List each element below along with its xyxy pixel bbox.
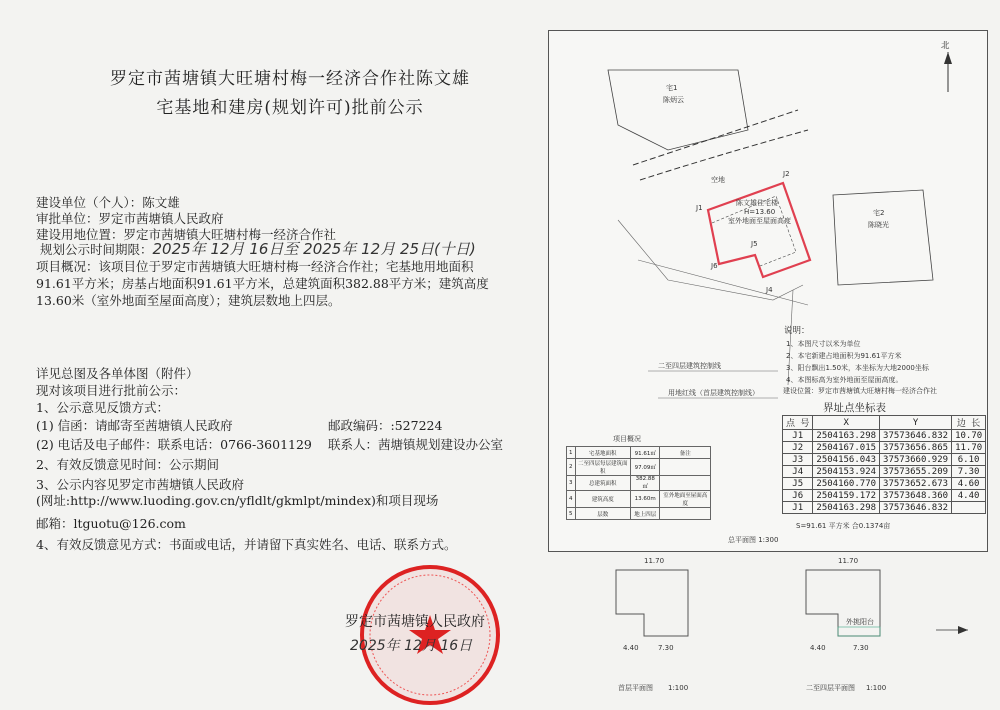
site-drawing xyxy=(548,30,988,707)
building-height: H=13.60 xyxy=(744,208,776,216)
north-label: 北 xyxy=(941,41,950,51)
proj-cell: 2 xyxy=(567,459,576,476)
coord-cell: 2504167.015 xyxy=(813,442,880,454)
contact: 联系人：茜塘镇规划建设办公室 xyxy=(328,437,504,452)
proj-row xyxy=(567,476,711,491)
svg-text:J5: J5 xyxy=(751,240,758,248)
feedback-intro: 现对该项目进行批前公示： xyxy=(36,383,187,398)
item1a: (1) 信函：请邮寄至茜塘镇人民政府 xyxy=(36,418,233,433)
proj-row xyxy=(567,491,711,508)
proj-cell: 97.09㎡ xyxy=(631,459,660,476)
coord-cell: 37573652.673 xyxy=(880,478,952,490)
north-arrow-icon xyxy=(944,52,952,92)
coord-cell: 6.10 xyxy=(952,454,986,466)
coord-header: 点 号 xyxy=(783,416,813,430)
proj-cell: 382.88㎡ xyxy=(631,476,660,491)
coord-header: Y xyxy=(880,416,952,430)
coord-cell: 2504159.172 xyxy=(813,490,880,502)
coord-row xyxy=(783,502,986,514)
item4: 4、有效反馈意见方式：书面或电话，并请留下真实姓名、电话、联系方式。 xyxy=(36,537,457,552)
proj-cell: 建筑高度 xyxy=(575,491,631,508)
proj-cell: 总建筑面积 xyxy=(575,476,631,491)
svg-text:J1: J1 xyxy=(696,204,703,212)
coord-header-row xyxy=(783,416,986,430)
coord-row xyxy=(783,478,986,490)
coord-cell: 11.70 xyxy=(952,442,986,454)
proj-cell: 宅基地面积 xyxy=(575,447,631,459)
proj-cell: 二至四层每层建筑面积 xyxy=(575,459,631,476)
site-plan-label: 总平面图 1:300 xyxy=(728,536,779,544)
coord-row xyxy=(783,442,986,454)
proj-cell xyxy=(660,459,711,476)
coord-cell: J3 xyxy=(783,454,813,466)
north-arrow-small-icon xyxy=(936,626,968,634)
proj-cell: 备注 xyxy=(660,447,711,459)
note-2: 2、本宅新建占地面积为91.61平方米 xyxy=(786,352,902,360)
note-4: 4、本图标高为室外地面至屋面高度。 xyxy=(786,376,903,384)
coord-title: 界址点坐标表 xyxy=(823,402,886,414)
item1: 1、公示意见反馈方式： xyxy=(36,400,169,415)
coord-header: 边 长 xyxy=(952,416,986,430)
coord-cell: 2504160.770 xyxy=(813,478,880,490)
upper-floor-plan xyxy=(806,557,880,652)
signature-date: 2025年 12月 16日 xyxy=(350,638,473,654)
ground-floor-plan xyxy=(616,557,688,652)
building-outline xyxy=(708,183,810,277)
coord-header: X xyxy=(813,416,880,430)
proj-cell xyxy=(660,508,711,520)
plan1-label: 首层平面图 xyxy=(618,684,653,692)
proj-row xyxy=(567,459,711,476)
email[interactable]: 邮箱：ltguotu@126.com xyxy=(36,516,186,531)
coord-cell: 2504163.298 xyxy=(813,502,880,514)
svg-text:7.30: 7.30 xyxy=(658,644,674,652)
detail-note: 详见总图及各单体图（附件） xyxy=(36,366,199,381)
road-label: 空地 xyxy=(711,176,725,184)
coord-cell: J5 xyxy=(783,478,813,490)
svg-text:J6: J6 xyxy=(711,262,718,270)
site-location: 建设用地位置：罗定市茜塘镇大旺塘村梅一经济合作社 xyxy=(36,227,337,242)
period xyxy=(40,241,476,258)
overview-line1: 项目概况：该项目位于罗定市茜塘镇大旺塘村梅一经济合作社；宅基地用地面积 xyxy=(36,259,474,274)
proj-cell: 3 xyxy=(567,476,576,491)
svg-text:7.30: 7.30 xyxy=(853,644,869,652)
svg-text:J2: J2 xyxy=(783,170,790,178)
coord-row xyxy=(783,430,986,442)
neighbor1-label: 宅1 xyxy=(666,84,678,92)
project-table xyxy=(566,446,711,520)
coord-cell: 37573656.865 xyxy=(880,442,952,454)
coord-cell xyxy=(952,502,986,514)
proj-cell: 1 xyxy=(567,447,576,459)
approver: 审批单位：罗定市茜塘镇人民政府 xyxy=(36,211,224,226)
item1b: (2) 电话及电子邮件：联系电话：0766-3601129 xyxy=(36,437,312,452)
proj-title: 项目概况 xyxy=(613,435,641,443)
proj-row xyxy=(567,508,711,520)
line-label-1: 二至四层建筑控制线 xyxy=(658,362,721,370)
neighbor2-label: 宅2 xyxy=(873,209,885,217)
coord-cell: 4.60 xyxy=(952,478,986,490)
coord-cell: 37573660.929 xyxy=(880,454,952,466)
coord-cell: J6 xyxy=(783,490,813,502)
svg-text:4.40: 4.40 xyxy=(810,644,826,652)
neighbor-house-2 xyxy=(833,190,933,285)
coord-row xyxy=(783,454,986,466)
coord-cell: 10.70 xyxy=(952,430,986,442)
proj-cell: 5 xyxy=(567,508,576,520)
coord-cell: J1 xyxy=(783,430,813,442)
plan1-scale: 1:100 xyxy=(668,684,689,692)
period-label: 规划公示时间期限： xyxy=(40,242,153,257)
proj-cell: 室外地面至屋面高度 xyxy=(660,491,711,508)
coord-cell: 2504163.298 xyxy=(813,430,880,442)
coord-cell: 37573655.209 xyxy=(880,466,952,478)
area-note: S=91.61 平方米 合0.1374亩 xyxy=(796,522,891,530)
building-name: 陈文雄住宅楼 xyxy=(736,199,778,207)
note-5: 建设位置：罗定市茜塘镇大旺塘村梅一经济合作社 xyxy=(783,387,937,395)
postcode: 邮政编码：:527224 xyxy=(328,418,443,433)
notes-title: 说明： xyxy=(784,326,810,336)
neighbor1-name: 陈炳云 xyxy=(663,96,684,104)
item2: 2、有效反馈意见时间：公示期间 xyxy=(36,457,219,472)
coord-cell: J4 xyxy=(783,466,813,478)
plan2-scale: 1:100 xyxy=(866,684,887,692)
period-handwritten: 2025年 12月 16日至 2025年 12月 25日(十日) xyxy=(152,240,476,258)
neighbor2-name: 陈晓光 xyxy=(868,221,889,229)
proj-cell: 13.60m xyxy=(631,491,660,508)
coord-cell: 4.40 xyxy=(952,490,986,502)
balcony-label: 外挑阳台 xyxy=(846,618,874,626)
coord-cell: 2504153.924 xyxy=(813,466,880,478)
coord-cell: 37573646.832 xyxy=(880,502,952,514)
coord-cell: J2 xyxy=(783,442,813,454)
svg-text:11.70: 11.70 xyxy=(838,557,859,565)
coord-cell: 2504156.043 xyxy=(813,454,880,466)
coord-row xyxy=(783,466,986,478)
signature-org: 罗定市茜塘镇人民政府 xyxy=(345,614,485,630)
official-seal xyxy=(355,560,505,710)
coord-row xyxy=(783,490,986,502)
overview-line2: 91.61平方米；房基占地面积91.61平方米，总建筑面积382.88平方米；建筑高度 xyxy=(36,276,489,291)
proj-cell: 层数 xyxy=(575,508,631,520)
website[interactable]: (网址:http://www.luoding.gov.cn/yfldlt/gkmlpt/mindex)和项目现场 xyxy=(36,493,439,508)
coord-cell: 7.30 xyxy=(952,466,986,478)
note-1: 1、本图尺寸以米为单位 xyxy=(786,340,861,348)
svg-text:4.40: 4.40 xyxy=(623,644,639,652)
proj-row xyxy=(567,447,711,459)
proj-cell: 4 xyxy=(567,491,576,508)
coord-cell: 37573646.832 xyxy=(880,430,952,442)
line-label-2: 用地红线（首层建筑控制线） xyxy=(668,389,759,397)
coord-cell: 37573648.360 xyxy=(880,490,952,502)
item3: 3、公示内容见罗定市茜塘镇人民政府 xyxy=(36,477,244,492)
svg-text:J4: J4 xyxy=(766,286,773,294)
neighbor-house-1 xyxy=(608,70,748,150)
overview-line3: 13.60米（室外地面至屋面高度）；建筑层数地上四层。 xyxy=(36,293,341,308)
plan2-label: 二至四层平面图 xyxy=(806,684,855,692)
applicant: 建设单位（个人）：陈文雄 xyxy=(36,195,180,210)
notice-title-line1: 罗定市茜塘镇大旺塘村梅一经济合作社陈文雄 xyxy=(110,69,470,89)
coordinate-table xyxy=(782,415,986,514)
svg-text:11.70: 11.70 xyxy=(644,557,665,565)
note-3: 3、阳台飘出1.50米，本坐标为大地2000坐标 xyxy=(786,364,929,372)
proj-cell: 91.61㎡ xyxy=(631,447,660,459)
proj-cell: 地上四层 xyxy=(631,508,660,520)
proj-cell xyxy=(660,476,711,491)
notice-title-line2: 宅基地和建房(规划许可)批前公示 xyxy=(156,98,424,118)
building-height-note: 室外地面至屋面高度 xyxy=(728,217,791,225)
coord-cell: J1 xyxy=(783,502,813,514)
